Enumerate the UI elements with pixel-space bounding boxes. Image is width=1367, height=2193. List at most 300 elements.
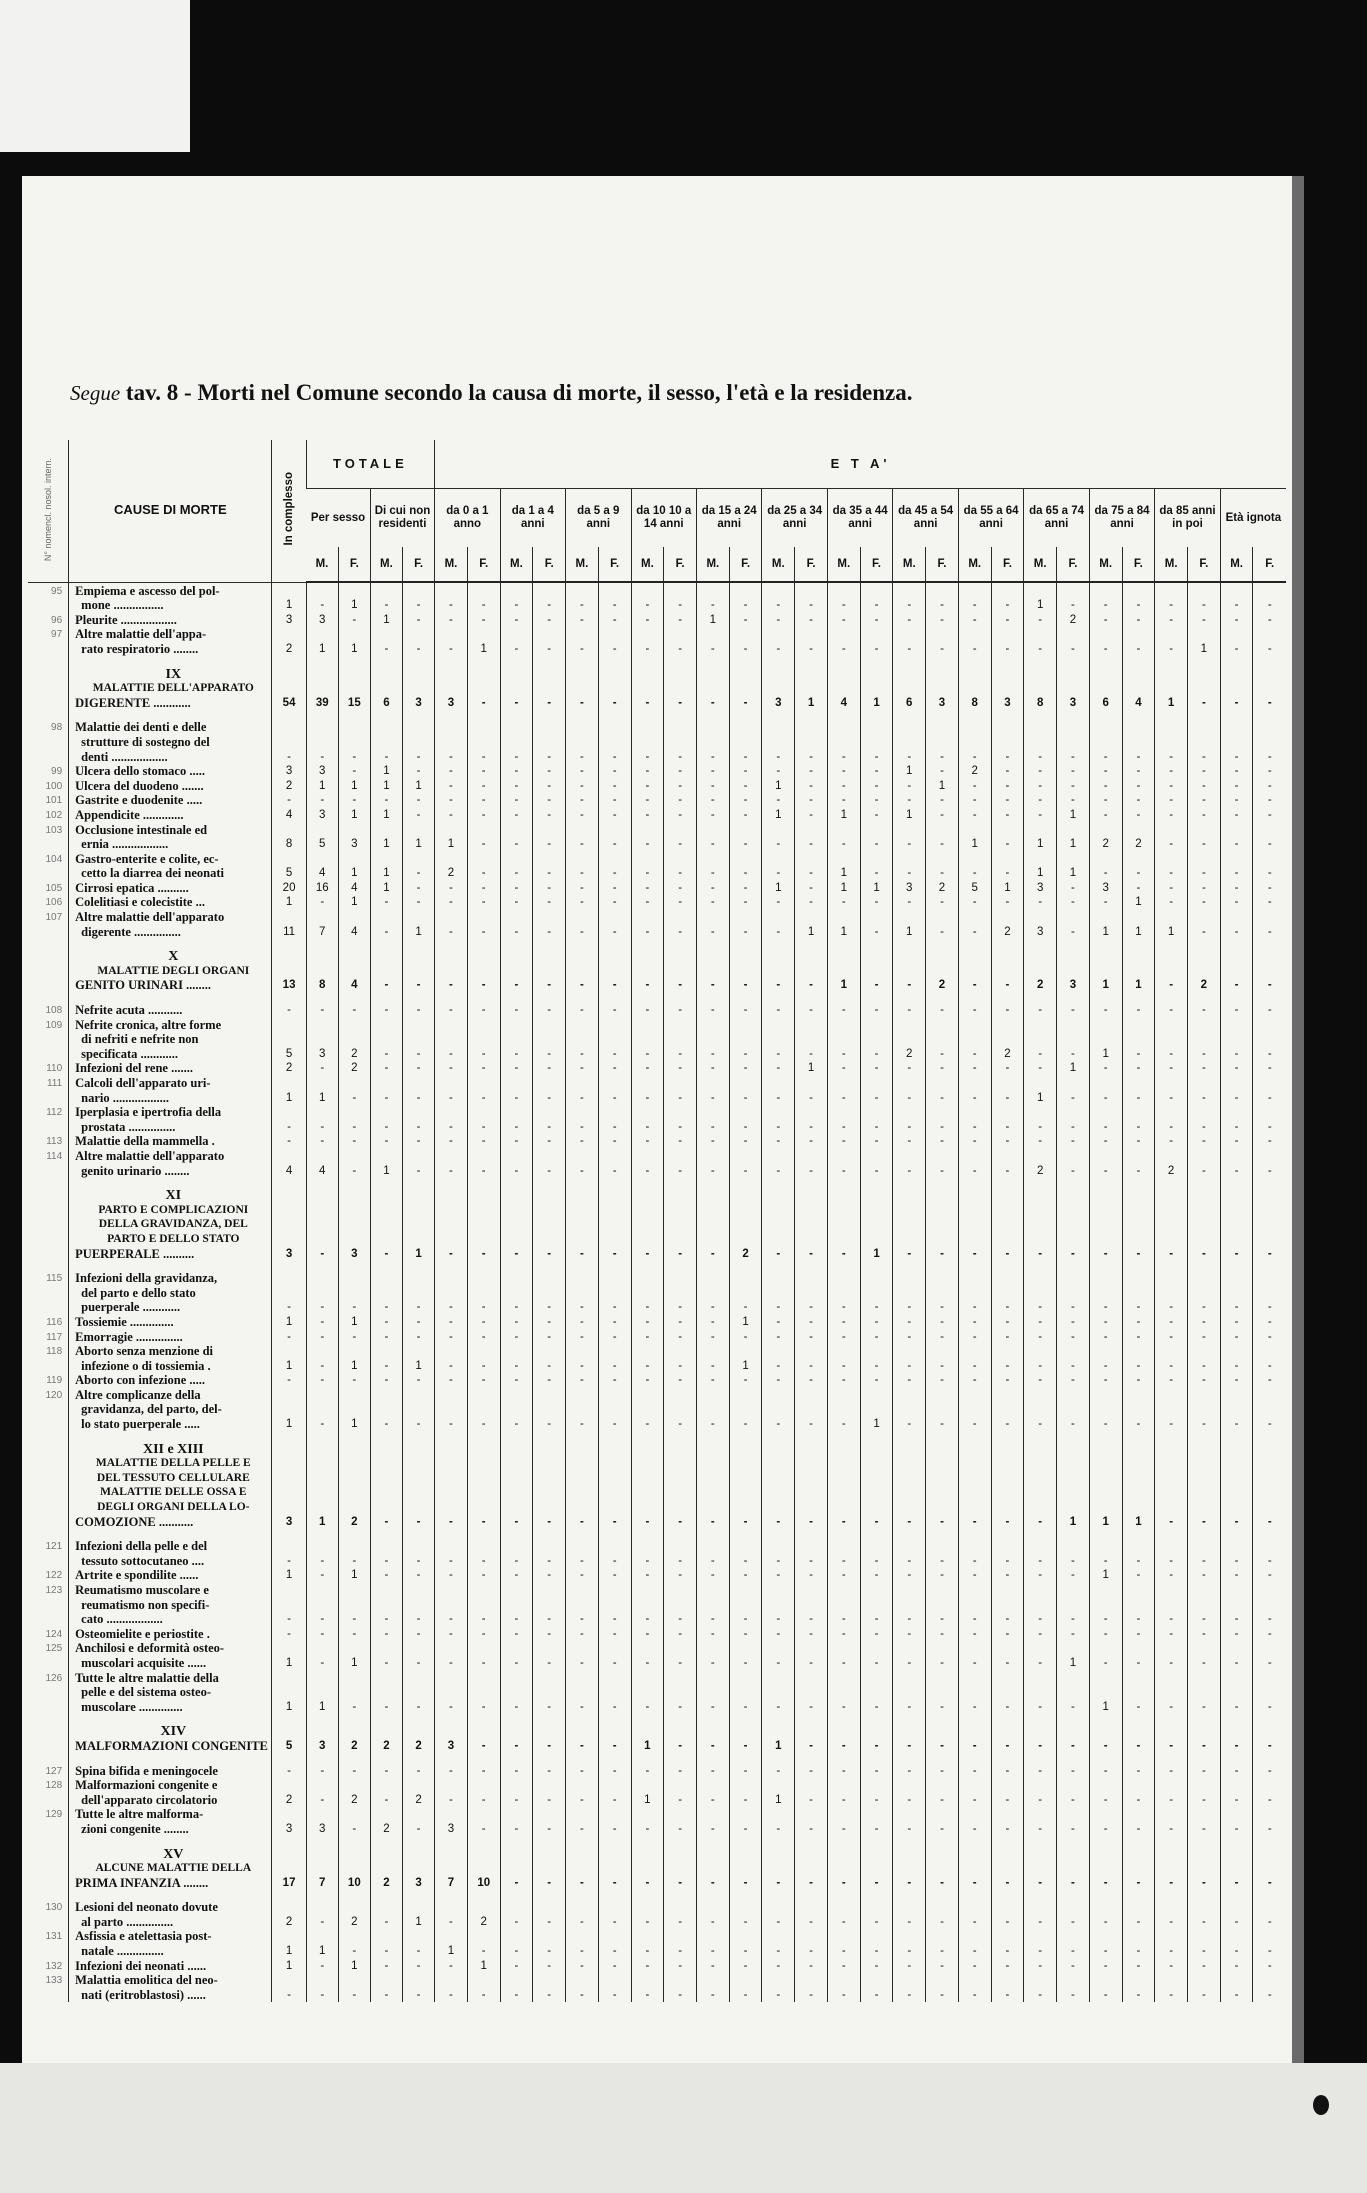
value-cell: - bbox=[631, 1987, 664, 2002]
empty-cell bbox=[664, 1178, 697, 1188]
value-cell bbox=[402, 582, 434, 598]
empty-cell bbox=[762, 1714, 795, 1724]
empty-cell bbox=[1024, 1890, 1057, 1900]
value-cell bbox=[306, 1724, 338, 1739]
value-cell bbox=[1253, 681, 1286, 696]
section-heading-row bbox=[28, 963, 1286, 978]
value-cell: - bbox=[1089, 1358, 1122, 1373]
cause-label: rato respiratorio ........ bbox=[69, 641, 272, 656]
value-cell bbox=[435, 822, 468, 837]
value-cell: - bbox=[1122, 1792, 1155, 1807]
cause-label: PARTO E COMPLICAZIONI bbox=[69, 1202, 272, 1217]
value-cell: - bbox=[598, 1119, 631, 1134]
value-cell bbox=[272, 1105, 306, 1120]
value-cell: - bbox=[991, 1090, 1024, 1105]
value-cell bbox=[1253, 963, 1286, 978]
cause-label: cato .................. bbox=[69, 1612, 272, 1627]
value-cell: - bbox=[435, 1958, 468, 1973]
value-cell bbox=[762, 1582, 795, 1597]
table-row bbox=[28, 1387, 1286, 1402]
value-cell bbox=[467, 1271, 500, 1286]
value-cell: - bbox=[664, 598, 697, 613]
value-cell: - bbox=[631, 1958, 664, 1973]
value-cell: - bbox=[1188, 612, 1221, 627]
value-cell bbox=[1024, 1973, 1057, 1988]
value-cell bbox=[306, 1582, 338, 1597]
value-cell: - bbox=[631, 1699, 664, 1714]
value-cell bbox=[1253, 1271, 1286, 1286]
value-cell bbox=[1155, 1387, 1188, 1402]
value-cell bbox=[991, 909, 1024, 924]
value-cell: - bbox=[467, 1763, 500, 1778]
value-cell: - bbox=[926, 1246, 959, 1261]
empty-cell bbox=[272, 1431, 306, 1441]
value-cell bbox=[402, 822, 434, 837]
cause-label: MALATTIE DELL'APPARATO bbox=[69, 681, 272, 696]
empty-cell bbox=[500, 1529, 533, 1539]
value-cell: - bbox=[926, 1514, 959, 1529]
value-cell: - bbox=[435, 1568, 468, 1583]
value-cell: - bbox=[958, 1246, 991, 1261]
value-cell: 3 bbox=[338, 1246, 370, 1261]
value-cell: - bbox=[566, 978, 599, 993]
value-cell bbox=[729, 1271, 762, 1286]
value-cell: - bbox=[402, 1514, 434, 1529]
value-cell: 1 bbox=[893, 807, 926, 822]
value-cell bbox=[991, 1807, 1024, 1822]
value-cell bbox=[926, 1285, 959, 1300]
value-cell bbox=[1057, 1231, 1090, 1246]
value-cell bbox=[631, 1271, 664, 1286]
value-cell bbox=[664, 1470, 697, 1485]
value-cell bbox=[272, 1456, 306, 1471]
value-cell bbox=[1057, 1456, 1090, 1471]
value-cell: - bbox=[1057, 1314, 1090, 1329]
title-lead: Segue bbox=[70, 381, 121, 405]
empty-cell bbox=[893, 1178, 926, 1188]
value-cell: - bbox=[500, 1699, 533, 1714]
value-cell: 11 bbox=[272, 924, 306, 939]
value-cell bbox=[467, 1597, 500, 1612]
value-cell: - bbox=[435, 1626, 468, 1641]
empty-cell bbox=[1122, 992, 1155, 1002]
value-cell bbox=[696, 627, 729, 642]
value-cell bbox=[958, 1861, 991, 1876]
male-col-header: M. bbox=[762, 547, 795, 582]
value-cell bbox=[729, 1402, 762, 1417]
value-cell bbox=[1220, 1075, 1253, 1090]
value-cell bbox=[467, 851, 500, 866]
value-cell bbox=[1122, 1017, 1155, 1032]
value-cell: 1 bbox=[272, 1958, 306, 1973]
value-cell bbox=[991, 1724, 1024, 1739]
empty-cell bbox=[370, 656, 402, 666]
value-cell: - bbox=[467, 1612, 500, 1627]
empty-cell bbox=[272, 710, 306, 720]
value-cell: - bbox=[435, 1655, 468, 1670]
value-cell bbox=[1155, 1105, 1188, 1120]
value-cell bbox=[696, 1188, 729, 1203]
value-cell: - bbox=[729, 1061, 762, 1076]
value-cell: - bbox=[1188, 1875, 1221, 1890]
cause-number bbox=[28, 1046, 69, 1061]
value-cell: 1 bbox=[402, 1246, 434, 1261]
value-cell bbox=[860, 666, 893, 681]
table-row bbox=[28, 1002, 1286, 1017]
value-cell: 2 bbox=[1024, 978, 1057, 993]
value-cell: - bbox=[893, 1626, 926, 1641]
value-cell bbox=[467, 1670, 500, 1685]
value-cell: - bbox=[272, 1612, 306, 1627]
value-cell: - bbox=[631, 641, 664, 656]
value-cell: - bbox=[729, 1914, 762, 1929]
value-cell: - bbox=[1024, 1738, 1057, 1753]
empty-cell bbox=[370, 1529, 402, 1539]
value-cell bbox=[370, 1105, 402, 1120]
value-cell: - bbox=[762, 1061, 795, 1076]
value-cell bbox=[467, 1344, 500, 1359]
value-cell: - bbox=[958, 866, 991, 881]
age-group-header: da 45 a 54 anni bbox=[893, 489, 958, 548]
value-cell: - bbox=[729, 793, 762, 808]
cause-label: XV bbox=[69, 1846, 272, 1861]
value-cell: - bbox=[500, 866, 533, 881]
value-cell bbox=[435, 1807, 468, 1822]
value-cell bbox=[566, 1231, 599, 1246]
value-cell bbox=[1188, 1929, 1221, 1944]
mortality-table bbox=[28, 440, 1286, 2002]
value-cell: - bbox=[991, 1568, 1024, 1583]
value-cell bbox=[566, 1778, 599, 1793]
value-cell bbox=[306, 1231, 338, 1246]
table-row bbox=[28, 1090, 1286, 1105]
value-cell: - bbox=[827, 1373, 860, 1388]
value-cell: 5 bbox=[306, 837, 338, 852]
value-cell: 10 bbox=[338, 1875, 370, 1890]
table-row bbox=[28, 793, 1286, 808]
value-cell bbox=[272, 1017, 306, 1032]
value-cell bbox=[664, 1285, 697, 1300]
value-cell: - bbox=[991, 1655, 1024, 1670]
value-cell bbox=[958, 963, 991, 978]
value-cell bbox=[338, 1441, 370, 1456]
value-cell bbox=[566, 1017, 599, 1032]
cause-label: XIV bbox=[69, 1724, 272, 1739]
value-cell bbox=[729, 1017, 762, 1032]
value-cell: 3 bbox=[893, 880, 926, 895]
cause-label: Appendicite ............. bbox=[69, 807, 272, 822]
value-cell bbox=[1089, 1105, 1122, 1120]
value-cell: - bbox=[1024, 1002, 1057, 1017]
value-cell bbox=[1122, 1861, 1155, 1876]
value-cell bbox=[500, 1778, 533, 1793]
value-cell bbox=[1089, 1202, 1122, 1217]
value-cell bbox=[631, 1539, 664, 1554]
value-cell: - bbox=[664, 1061, 697, 1076]
value-cell bbox=[533, 1202, 566, 1217]
female-col-header: F. bbox=[467, 547, 500, 582]
value-cell bbox=[467, 666, 500, 681]
value-cell bbox=[402, 1641, 434, 1656]
value-cell: 3 bbox=[435, 695, 468, 710]
value-cell bbox=[696, 949, 729, 964]
cause-label: Aborto con infezione ..... bbox=[69, 1373, 272, 1388]
value-cell bbox=[729, 1597, 762, 1612]
value-cell: - bbox=[338, 1987, 370, 2002]
value-cell bbox=[1253, 1217, 1286, 1232]
value-cell bbox=[991, 1387, 1024, 1402]
value-cell bbox=[1057, 1202, 1090, 1217]
value-cell: - bbox=[1220, 1090, 1253, 1105]
empty-cell bbox=[1122, 710, 1155, 720]
empty-cell bbox=[991, 1836, 1024, 1846]
value-cell bbox=[926, 720, 959, 735]
table-row bbox=[28, 924, 1286, 939]
empty-cell bbox=[926, 1431, 959, 1441]
value-cell bbox=[926, 1778, 959, 1793]
empty-cell bbox=[991, 1753, 1024, 1763]
value-cell bbox=[370, 1929, 402, 1944]
value-cell: - bbox=[991, 978, 1024, 993]
totale-header: TOTALE bbox=[306, 440, 434, 489]
empty-cell bbox=[1155, 1753, 1188, 1763]
value-cell: - bbox=[664, 866, 697, 881]
value-cell bbox=[1220, 1499, 1253, 1514]
value-cell bbox=[435, 909, 468, 924]
value-cell: - bbox=[1089, 1002, 1122, 1017]
empty-cell bbox=[729, 1753, 762, 1763]
value-cell bbox=[402, 1148, 434, 1163]
value-cell: - bbox=[958, 1568, 991, 1583]
value-cell: - bbox=[598, 1655, 631, 1670]
value-cell: 1 bbox=[1057, 1514, 1090, 1529]
value-cell bbox=[762, 1929, 795, 1944]
cause-label: pelle e del sistema osteo- bbox=[69, 1685, 272, 1700]
value-cell bbox=[272, 963, 306, 978]
value-cell bbox=[926, 666, 959, 681]
value-cell: - bbox=[598, 1514, 631, 1529]
value-cell bbox=[958, 1285, 991, 1300]
cause-label: Infezioni della gravidanza, bbox=[69, 1271, 272, 1286]
cause-number: 132 bbox=[45, 1960, 63, 1972]
value-cell bbox=[402, 1929, 434, 1944]
value-cell: - bbox=[860, 1373, 893, 1388]
cause-number: 97 bbox=[51, 629, 63, 641]
value-cell bbox=[500, 627, 533, 642]
value-cell: - bbox=[729, 598, 762, 613]
value-cell bbox=[991, 1597, 1024, 1612]
cause-label: zioni congenite ........ bbox=[69, 1821, 272, 1836]
value-cell bbox=[598, 1456, 631, 1471]
cause-number bbox=[28, 978, 69, 993]
value-cell: - bbox=[696, 598, 729, 613]
value-cell bbox=[926, 1724, 959, 1739]
value-cell: - bbox=[762, 1373, 795, 1388]
value-cell bbox=[1024, 963, 1057, 978]
value-cell: - bbox=[402, 807, 434, 822]
value-cell bbox=[631, 1807, 664, 1822]
value-cell bbox=[435, 582, 468, 598]
value-cell: - bbox=[729, 1568, 762, 1583]
value-cell: - bbox=[991, 1553, 1024, 1568]
empty-cell bbox=[338, 1753, 370, 1763]
value-cell: - bbox=[1188, 1655, 1221, 1670]
value-cell: - bbox=[533, 1314, 566, 1329]
value-cell: - bbox=[631, 880, 664, 895]
empty-cell bbox=[598, 939, 631, 949]
empty-cell bbox=[69, 1431, 272, 1441]
value-cell bbox=[664, 666, 697, 681]
value-cell: - bbox=[1188, 1358, 1221, 1373]
empty-cell bbox=[696, 1529, 729, 1539]
value-cell bbox=[306, 1973, 338, 1988]
value-cell: - bbox=[402, 764, 434, 779]
value-cell bbox=[1122, 1597, 1155, 1612]
value-cell: - bbox=[631, 749, 664, 764]
value-cell bbox=[1089, 1188, 1122, 1203]
value-cell: - bbox=[533, 880, 566, 895]
table-row bbox=[28, 880, 1286, 895]
value-cell: - bbox=[958, 1416, 991, 1431]
spacer-row bbox=[28, 939, 1286, 949]
empty-cell bbox=[664, 1529, 697, 1539]
value-cell bbox=[893, 1900, 926, 1915]
value-cell bbox=[533, 1724, 566, 1739]
value-cell bbox=[500, 1387, 533, 1402]
empty-cell bbox=[860, 992, 893, 1002]
value-cell: - bbox=[991, 1626, 1024, 1641]
value-cell bbox=[860, 1202, 893, 1217]
value-cell: - bbox=[926, 1763, 959, 1778]
value-cell: - bbox=[893, 1134, 926, 1149]
value-cell bbox=[664, 1075, 697, 1090]
value-cell: - bbox=[1188, 598, 1221, 613]
value-cell: 1 bbox=[762, 1792, 795, 1807]
value-cell bbox=[1220, 1217, 1253, 1232]
value-cell bbox=[1024, 1217, 1057, 1232]
value-cell: - bbox=[598, 1061, 631, 1076]
value-cell bbox=[1024, 822, 1057, 837]
male-col-header: M. bbox=[631, 547, 664, 582]
value-cell bbox=[1057, 1900, 1090, 1915]
value-cell bbox=[664, 1582, 697, 1597]
value-cell: - bbox=[1024, 1514, 1057, 1529]
value-cell bbox=[991, 582, 1024, 598]
value-cell bbox=[467, 1075, 500, 1090]
value-cell bbox=[533, 1075, 566, 1090]
value-cell bbox=[1155, 1032, 1188, 1047]
value-cell: - bbox=[338, 1373, 370, 1388]
value-cell bbox=[1122, 963, 1155, 978]
value-cell: - bbox=[272, 1002, 306, 1017]
value-cell bbox=[762, 1402, 795, 1417]
value-cell: - bbox=[1122, 1046, 1155, 1061]
value-cell bbox=[402, 1470, 434, 1485]
value-cell bbox=[402, 1778, 434, 1793]
value-cell: - bbox=[631, 1875, 664, 1890]
value-cell bbox=[338, 1217, 370, 1232]
cause-label: Malattia emolitica del neo- bbox=[69, 1973, 272, 1988]
value-cell: 2 bbox=[338, 1738, 370, 1753]
value-cell bbox=[991, 1032, 1024, 1047]
value-cell bbox=[598, 1217, 631, 1232]
value-cell bbox=[306, 1670, 338, 1685]
value-cell: 1 bbox=[795, 1061, 828, 1076]
value-cell: - bbox=[435, 793, 468, 808]
value-cell: 1 bbox=[1057, 837, 1090, 852]
value-cell: - bbox=[1024, 612, 1057, 627]
value-cell bbox=[827, 1485, 860, 1500]
value-cell: - bbox=[991, 749, 1024, 764]
male-col-header: M. bbox=[306, 547, 338, 582]
value-cell: - bbox=[500, 1373, 533, 1388]
cause-label: mone ................ bbox=[69, 598, 272, 613]
value-cell bbox=[533, 582, 566, 598]
cause-number bbox=[28, 924, 69, 939]
value-cell bbox=[795, 1285, 828, 1300]
value-cell bbox=[827, 1929, 860, 1944]
value-cell: - bbox=[729, 695, 762, 710]
value-cell bbox=[926, 1499, 959, 1514]
table-row bbox=[28, 720, 1286, 735]
value-cell bbox=[1024, 1539, 1057, 1554]
value-cell: - bbox=[631, 866, 664, 881]
value-cell: - bbox=[827, 1046, 860, 1061]
value-cell: - bbox=[991, 1358, 1024, 1373]
value-cell: - bbox=[893, 1821, 926, 1836]
value-cell: - bbox=[991, 1763, 1024, 1778]
value-cell bbox=[370, 1387, 402, 1402]
cause-label: nario .................. bbox=[69, 1090, 272, 1105]
value-cell: 8 bbox=[306, 978, 338, 993]
value-cell: - bbox=[1122, 1699, 1155, 1714]
value-cell: - bbox=[1057, 1914, 1090, 1929]
section-heading-row bbox=[28, 1202, 1286, 1217]
male-col-header: M. bbox=[566, 547, 599, 582]
value-cell bbox=[631, 1900, 664, 1915]
value-cell: - bbox=[827, 764, 860, 779]
value-cell bbox=[893, 1470, 926, 1485]
value-cell: - bbox=[1155, 612, 1188, 627]
value-cell: 2 bbox=[435, 866, 468, 881]
value-cell: - bbox=[500, 1792, 533, 1807]
value-cell bbox=[467, 909, 500, 924]
value-cell: - bbox=[1253, 1061, 1286, 1076]
empty-cell bbox=[370, 1261, 402, 1271]
value-cell bbox=[958, 1539, 991, 1554]
value-cell: - bbox=[467, 1416, 500, 1431]
empty-cell bbox=[696, 1753, 729, 1763]
value-cell: - bbox=[664, 749, 697, 764]
value-cell bbox=[827, 1441, 860, 1456]
value-cell: - bbox=[958, 1875, 991, 1890]
cause-label: MALATTIE DEGLI ORGANI bbox=[69, 963, 272, 978]
value-cell bbox=[566, 1641, 599, 1656]
value-cell bbox=[1155, 949, 1188, 964]
value-cell bbox=[1057, 949, 1090, 964]
value-cell bbox=[500, 1231, 533, 1246]
empty-cell bbox=[1057, 1178, 1090, 1188]
value-cell bbox=[533, 1387, 566, 1402]
value-cell bbox=[926, 627, 959, 642]
value-cell: 2 bbox=[893, 1046, 926, 1061]
value-cell bbox=[1089, 734, 1122, 749]
value-cell bbox=[991, 1285, 1024, 1300]
value-cell: 3 bbox=[272, 612, 306, 627]
value-cell: - bbox=[958, 1358, 991, 1373]
value-cell bbox=[338, 1861, 370, 1876]
value-cell: - bbox=[533, 1300, 566, 1315]
